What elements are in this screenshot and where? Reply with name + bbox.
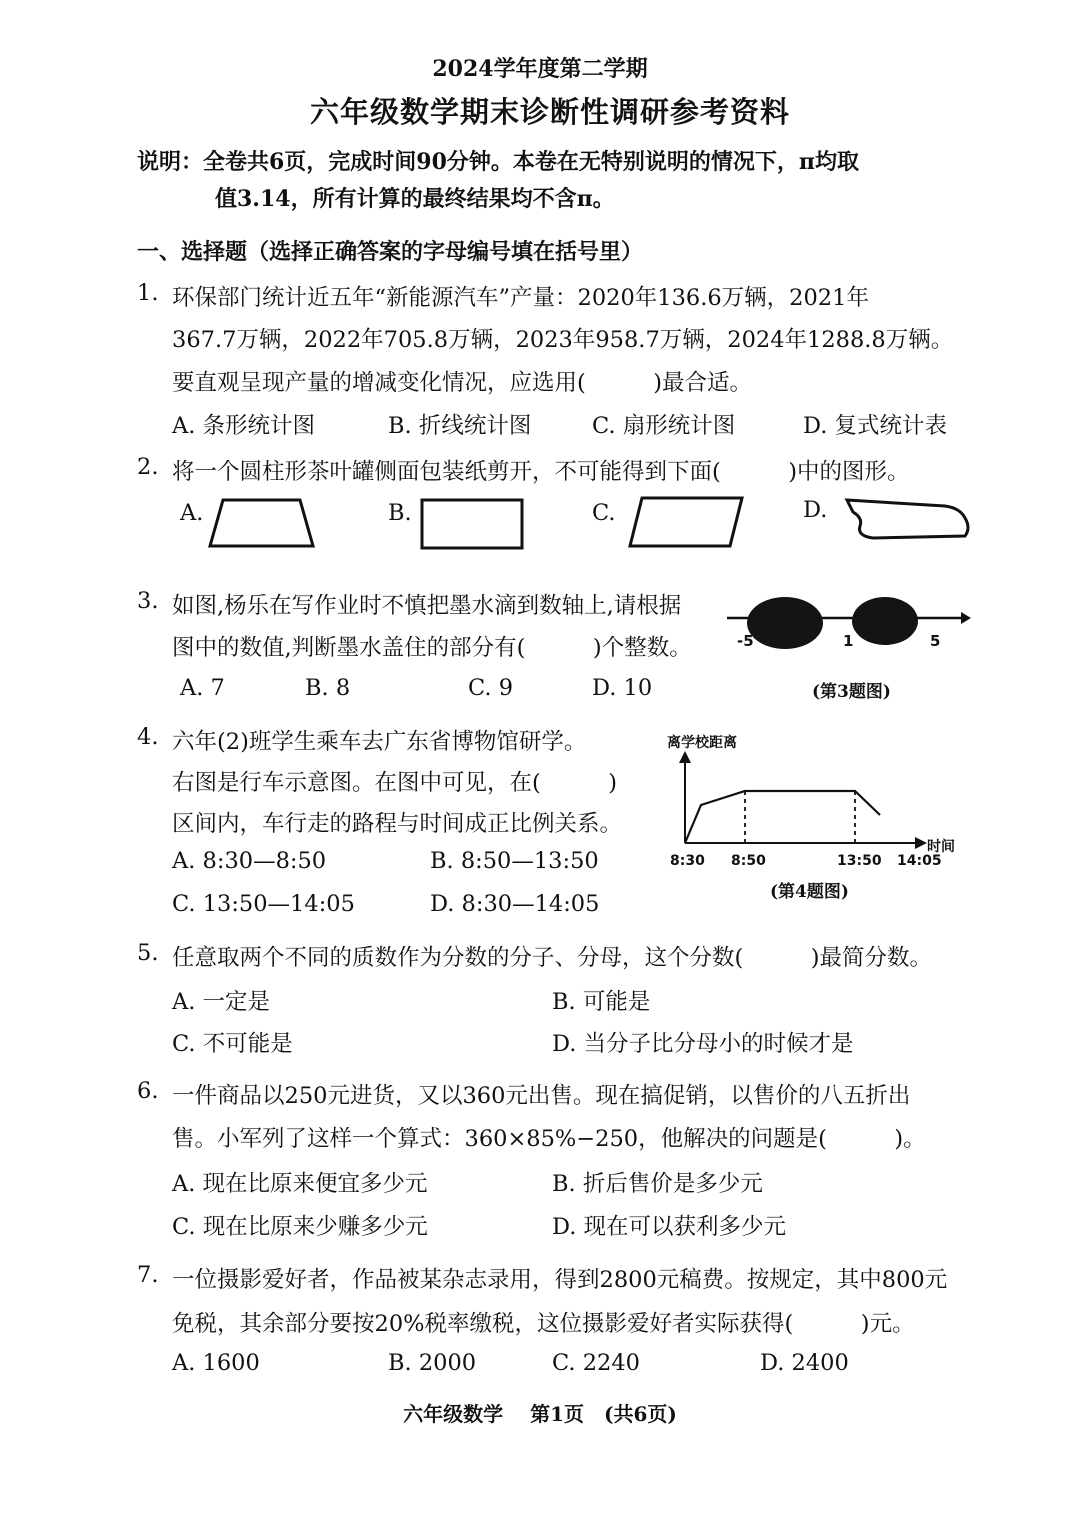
rectangle-shape xyxy=(422,500,522,548)
question-number: 4. xyxy=(137,724,159,750)
option-c: C. 现在比原来少赚多少元 xyxy=(172,1214,428,1240)
wavy-shape xyxy=(847,500,968,538)
question-text: 如图,杨乐在写作业时不慎把墨水滴到数轴上,请根据 xyxy=(172,593,682,619)
option-a: A. 现在比原来便宜多少元 xyxy=(172,1171,428,1197)
tick-850: 8:50 xyxy=(731,853,766,869)
axis-label-neg5: -5 xyxy=(737,632,754,650)
trapezoid-shape xyxy=(210,500,313,546)
tick-1350: 13:50 xyxy=(837,853,882,869)
question-text: 区间内，车行走的路程与时间成正比例关系。 xyxy=(172,811,623,837)
option-d: D. 复式统计表 xyxy=(803,413,948,439)
option-a: A. 条形统计图 xyxy=(172,413,316,439)
y-arrow-icon xyxy=(679,751,691,763)
semester-label: 2024学年度第二学期 xyxy=(432,56,648,82)
option-a: A. 7 xyxy=(180,675,225,701)
figure-caption: (第3题图) xyxy=(812,682,891,702)
option-b: B. 可能是 xyxy=(552,989,651,1015)
option-c: C. 不可能是 xyxy=(172,1031,293,1057)
number-line-figure xyxy=(725,590,975,660)
question-text: 要直观呈现产量的增减变化情况，应选用( )最合适。 xyxy=(172,370,753,396)
option-a: A. 1600 xyxy=(172,1350,260,1376)
question-text: 右图是行车示意图。在图中可见，在( ) xyxy=(172,770,618,796)
travel-graph xyxy=(665,725,975,875)
question-text: 任意取两个不同的质数作为分数的分子、分母，这个分数( )最简分数。 xyxy=(172,945,933,971)
option-c: C. 9 xyxy=(468,675,514,701)
option-b: B. 8 xyxy=(305,675,351,701)
instructions-line-1: 说明：全卷共6页，完成时间90分钟。本卷在无特别说明的情况下，π均取 xyxy=(137,149,860,175)
question-text: 将一个圆柱形茶叶罐侧面包装纸剪开，不可能得到下面( )中的图形。 xyxy=(172,459,910,485)
question-number: 3. xyxy=(137,588,159,614)
shape-options-figures xyxy=(205,490,995,560)
instructions-line-2: 值3.14，所有计算的最终结果均不含π。 xyxy=(215,186,615,212)
ink-blot-right xyxy=(852,597,918,645)
question-number: 2. xyxy=(137,454,159,480)
tick-1405: 14:05 xyxy=(897,853,942,869)
figure-caption: (第4题图) xyxy=(770,882,849,902)
axis-label-1: 1 xyxy=(843,632,854,650)
option-d: D. 10 xyxy=(592,675,653,701)
option-d: D. 2400 xyxy=(760,1350,849,1376)
option-d: D. 现在可以获利多少元 xyxy=(552,1214,787,1240)
option-b: B. 折后售价是多少元 xyxy=(552,1171,763,1197)
question-number: 5. xyxy=(137,940,159,966)
axis-label-5: 5 xyxy=(930,632,941,650)
option-b: B. 折线统计图 xyxy=(388,413,532,439)
page-footer: 六年级数学 第1页 (共6页) xyxy=(403,1402,677,1426)
travel-line xyxy=(685,791,880,843)
ink-blot-left xyxy=(747,597,823,649)
question-text: 六年(2)班学生乘车去广东省博物馆研学。 xyxy=(172,729,587,755)
option-d: D. 当分子比分母小的时候才是 xyxy=(552,1031,854,1057)
question-number: 7. xyxy=(137,1262,159,1288)
x-arrow-icon xyxy=(915,837,927,849)
question-text: 一件商品以250元进货，又以360元出售。现在搞促销，以售价的八五折出 xyxy=(172,1083,911,1109)
option-a: A. 8:30—8:50 xyxy=(172,848,327,874)
question-number: 6. xyxy=(137,1078,159,1104)
arrow-icon xyxy=(961,612,971,624)
option-c: C. 扇形统计图 xyxy=(592,413,736,439)
option-c: C. 2240 xyxy=(552,1350,640,1376)
option-b: B. 2000 xyxy=(388,1350,477,1376)
question-text: 一位摄影爱好者，作品被某杂志录用，得到2800元稿费。按规定，其中800元 xyxy=(172,1267,948,1293)
question-text: 环保部门统计近五年“新能源汽车”产量：2020年136.6万辆，2021年 xyxy=(172,285,869,311)
option-b: B. xyxy=(388,500,412,526)
option-c: C. 13:50—14:05 xyxy=(172,891,355,917)
option-a: A. xyxy=(180,500,204,526)
option-d: D. xyxy=(803,497,828,523)
parallelogram-shape xyxy=(630,498,742,546)
tick-830: 8:30 xyxy=(670,853,705,869)
x-axis-label: 时间 xyxy=(927,839,955,855)
section-heading: 一、选择题（选择正确答案的字母编号填在括号里） xyxy=(137,239,644,265)
option-c: C. xyxy=(592,500,616,526)
question-number: 1. xyxy=(137,280,159,306)
question-text: 售。小军列了这样一个算式：360×85%−250，他解决的问题是( )。 xyxy=(172,1126,926,1152)
option-b: B. 8:50—13:50 xyxy=(430,848,599,874)
y-axis-label: 离学校距离 xyxy=(667,735,737,751)
page-title: 六年级数学期末诊断性调研参考资料 xyxy=(309,95,790,129)
question-text: 367.7万辆，2022年705.8万辆，2023年958.7万辆，2024年1288.8万辆。 xyxy=(172,327,954,353)
option-a: A. 一定是 xyxy=(172,989,271,1015)
question-text: 免税，其余部分要按20%税率缴税，这位摄影爱好者实际获得( )元。 xyxy=(172,1311,915,1337)
option-d: D. 8:30—14:05 xyxy=(430,891,600,917)
question-text: 图中的数值,判断墨水盖住的部分有( )个整数。 xyxy=(172,635,692,661)
